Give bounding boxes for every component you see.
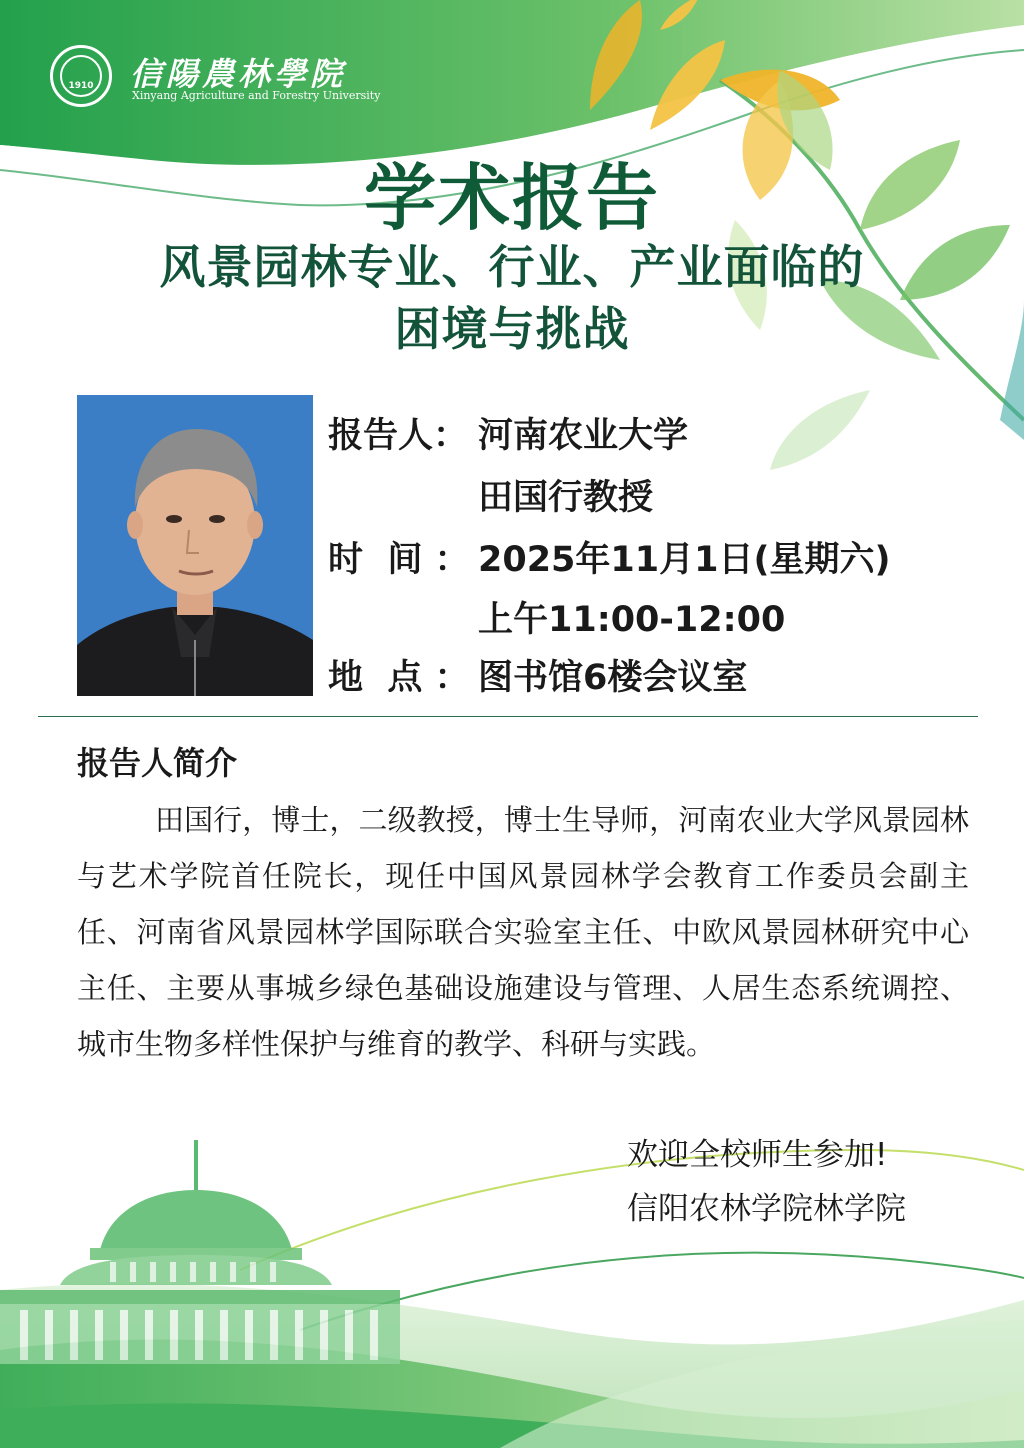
speaker-row (328, 408, 689, 458)
welcome-message: 欢迎全校师生参加! (627, 1137, 888, 1173)
speaker-photo (77, 395, 313, 696)
poster-title: 学术报告 (363, 156, 660, 240)
speaker-name: 田国行教授 (478, 478, 654, 518)
intro-body: 田国行，博士，二级教授，博士生导师，河南农业大学风景园林与艺术学院首任院长，现任中国风景园林学会教育工作委员会副主任、河南省风景园林学国际联合实验室主任、中欧风景园林研究中心主任、主要从事城乡绿色基础设施建设与管理、人居生态系统调控、城市生物多样性保护与维育的教学、科研与实践。 (77, 803, 969, 1061)
place-label: 地 点 ： (328, 658, 470, 698)
time-label: 时 间 ： (328, 540, 470, 580)
library-building-icon (0, 1140, 400, 1364)
date-row (328, 532, 891, 582)
speaker-organization: 河南农业大学 (478, 416, 689, 456)
logo-chinese-name: 信陽農林學院 (130, 55, 347, 93)
report-topic (0, 236, 1024, 360)
logo-english-name: Xinyang Agriculture and Forestry University (132, 89, 381, 102)
report-time: 上午11:00-12:00 (478, 600, 786, 640)
intro-heading: 报告人简介 (77, 744, 238, 782)
section-divider (38, 716, 978, 717)
host-department: 信阳农林学院林学院 (627, 1191, 906, 1227)
report-topic-line-2: 困境与挑战 (394, 302, 630, 356)
university-seal-icon (50, 45, 112, 107)
logo-year: 1910 (60, 55, 102, 97)
report-topic-line-1: 风景园林专业、行业、产业面临的 (159, 240, 865, 294)
report-place: 图书馆6楼会议室 (478, 658, 748, 698)
speaker-label: 报告人： (328, 416, 469, 456)
university-logo (50, 45, 381, 107)
report-date: 2025年11月1日(星期六) (478, 540, 891, 580)
place-row (328, 650, 748, 700)
closing-text (627, 1128, 906, 1236)
